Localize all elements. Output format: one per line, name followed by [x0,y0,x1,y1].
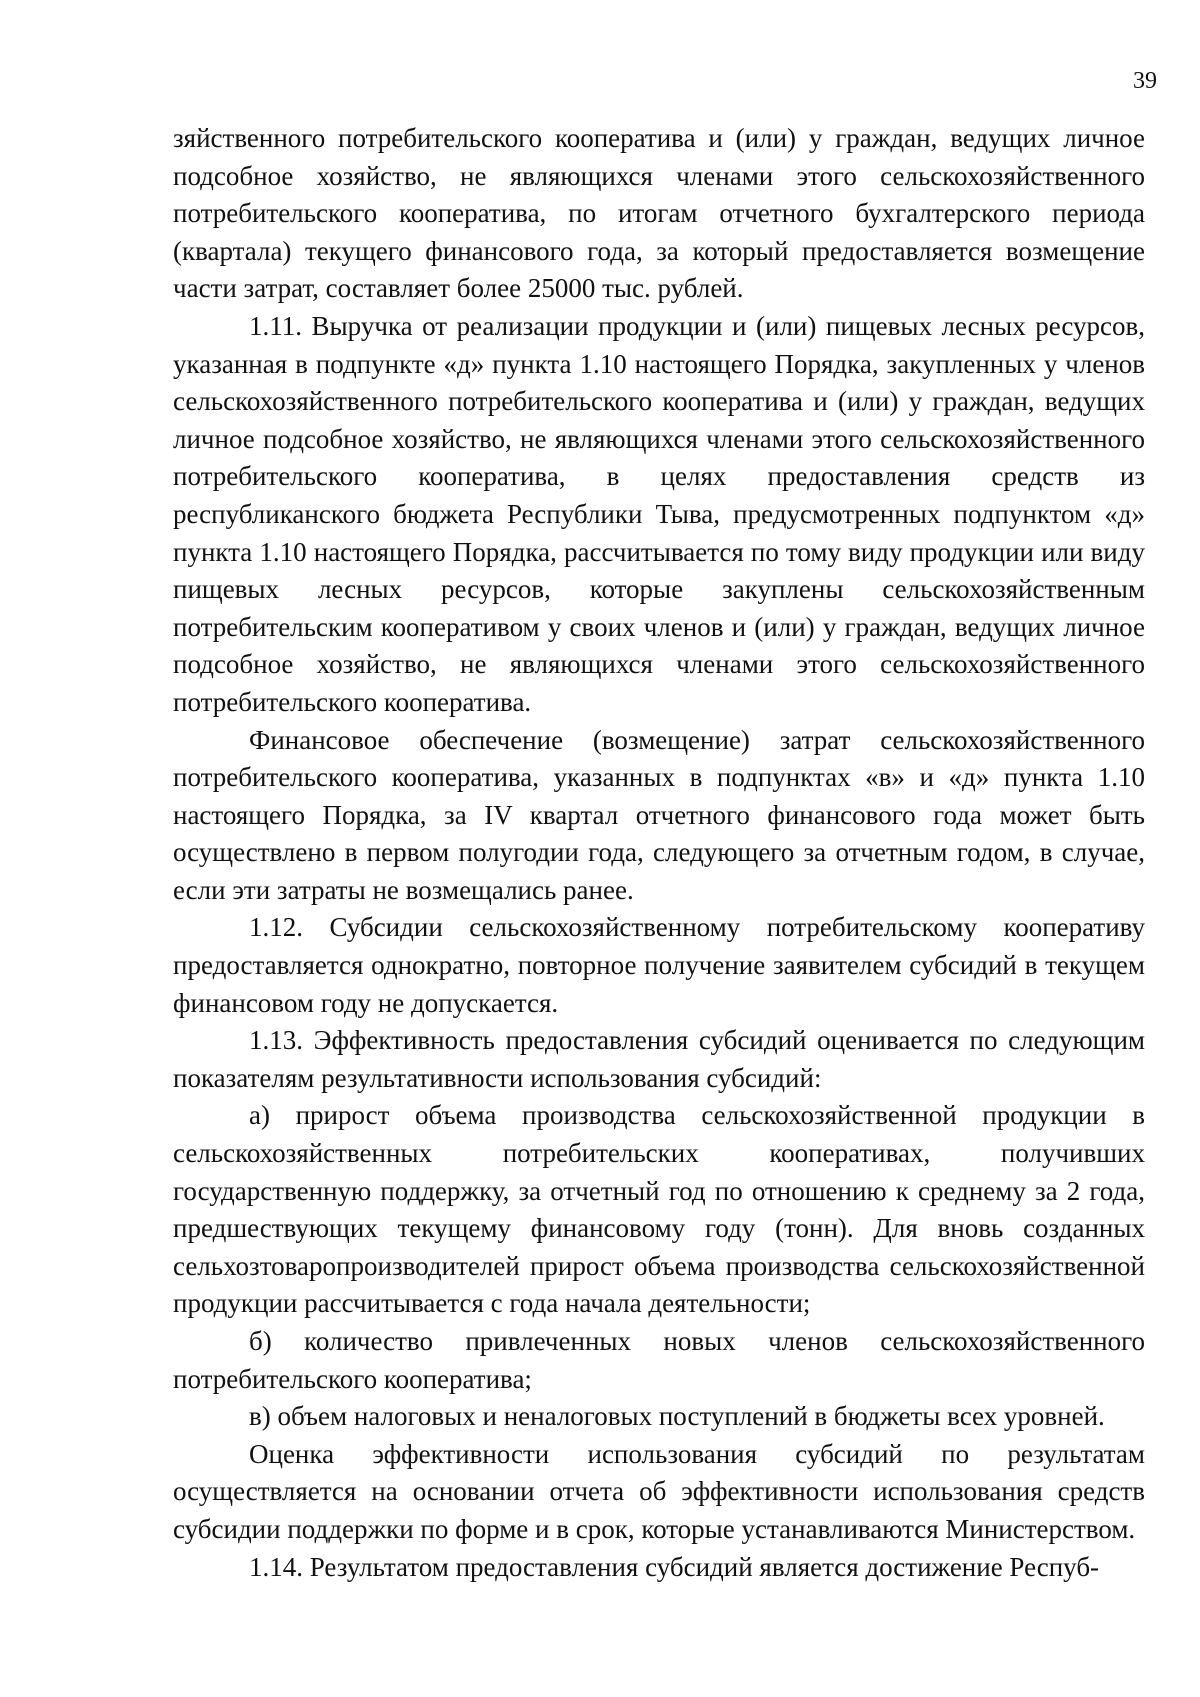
paragraph-financing: Финансовое обеспечение (возмещение) затрат сельскохозяйственного потребительского кооператива, указанных в подпунктах «в» и «д» пункта 1.10 настоящего Порядка, за IV квартал отчетного финансового года может быть осуществлено в первом полугодии года, следующего за отчетным годом, в случае, если эти затраты не возмещались ранее. [173,724,1145,905]
page-number: 39 [1133,68,1157,94]
paragraph-1-14: 1.14. Результатом предоставления субсидий является достижение Респуб- [249,1551,1100,1582]
list-item-v: в) объем налоговых и неналоговых поступлений в бюджеты всех уровней. [249,1401,1105,1432]
paragraph-1-12: 1.12. Субсидии сельскохозяйственному потребительскому кооперативу предоставляется однократно, повторное получение заявителем субсидий в текущем финансовом году не допускается. [173,912,1145,1018]
list-item-b: б) количество привлеченных новых членов сельскохозяйственного потребительского кооператива; [173,1326,1145,1394]
paragraph-evaluation: Оценка эффективности использования субсидий по результатам осуществляется на основании отчета об эффективности использования средств субсидии поддержки по форме и в срок, которые устанавливаются Министерством. [173,1438,1145,1544]
paragraph-1-11: 1.11. Выручка от реализации продукции и (или) пищевых лесных ресурсов, указанная в подпункте «д» пункта 1.10 настоящего Порядка, закупленных у членов сельскохозяйственного потребительского кооператива и (или) у граждан, ведущих личное подсобное хозяйство, не являющихся членами этого сельскохозяйственного потребительского кооператива, в целях предоставления средств из республиканского бюджета Республики Тыва, предусмотренных подпунктом «д» пункта 1.10 настоящего Порядка, рассчитывается по тому виду продукции или виду пищевых лесных ресурсов, которые закуплены сельскохозяйственным потребительским кооперативом у своих членов и (или) у граждан, ведущих личное подсобное хозяйство, не являющихся членами этого сельскохозяйственного потребительского кооператива. [173,310,1145,717]
paragraph-continuation: зяйственного потребительского кооператива и (или) у граждан, ведущих личное подсобное хозяйство, не являющихся членами этого сельскохозяйственного потребительского кооператива, по итогам отчетного бухгалтерского периода (квартала) текущего финансового года, за который предоставляется возмещение части затрат, составляет более 25000 тыс. рублей. [173,123,1145,304]
document-body [173,120,1145,1586]
paragraph-1-13: 1.13. Эффективность предоставления субсидий оценивается по следующим показателям результативности использования субсидий: [173,1025,1145,1093]
list-item-a: а) прирост объема производства сельскохозяйственной продукции в сельскохозяйственных потребительских кооперативах, получивших государственную поддержку, за отчетный год по отношению к среднему за 2 года, предшествующих текущему финансовому году (тонн). Для вновь созданных сельхозтоваропроизводителей прирост объема производства сельскохозяйственной продукции рассчитывается с года начала деятельности; [173,1100,1145,1319]
